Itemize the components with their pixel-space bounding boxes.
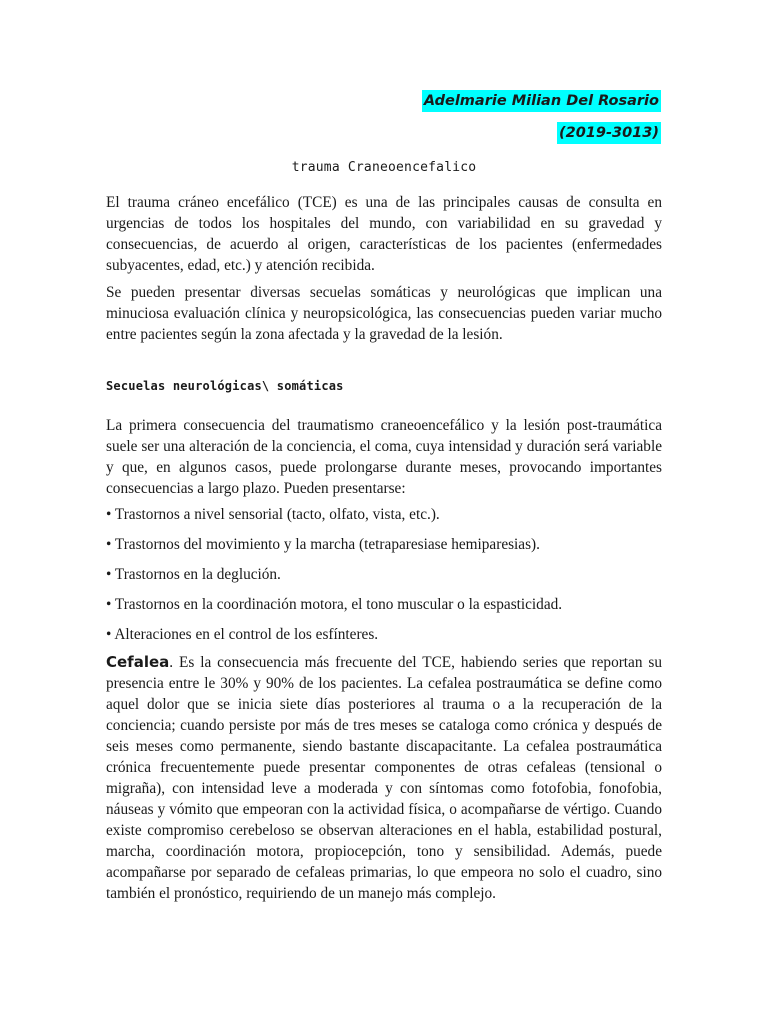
author-block (422, 90, 661, 144)
list-item: • Alteraciones en el control de los esfínteres. (106, 626, 379, 643)
list-item: • Trastornos en la coordinación motora, el tono muscular o la espasticidad. (106, 596, 563, 613)
list-item: • Trastornos en la deglución. (106, 566, 281, 583)
author-id: (2019-3013) (557, 122, 661, 144)
author-name: Adelmarie Milian Del Rosario (422, 90, 661, 112)
cefalea-text: . Es la consecuencia más frecuente del TCE, habiendo series que reportan su presencia entre le 30% y 90% de los pacientes. La cefalea postraumática se define como aquel dolor que se inicia siete días posteriores al trauma o a la recuperación de la conciencia; cuando persiste por más de tres meses se cataloga como crónica y después de seis meses como permanente, siendo bastante discapacitante. La cefalea postraumática crónica frecuentemente puede presentar componentes de otras cefaleas (tensional o migraña), con intensidad leve a moderada y con síntomas como fotofobia, fonofobia, náuseas y vómito que empeoran con la actividad física, o acompañarse de vértigo. Cuando existe compromiso cerebeloso se observan alteraciones en el habla, estabilidad postural, marcha, coordinación motora, propiocepción, tono y sensibilidad. Además, puede acompañarse por separado de cefaleas primarias, lo que empeora no solo el cuadro, sino también el pronóstico, requiriendo de un manejo más complejo. (106, 654, 662, 902)
list-item: • Trastornos del movimiento y la marcha (tetraparesiase hemiparesias). (106, 536, 540, 553)
section-paragraph: La primera consecuencia del traumatismo craneoencefálico y la lesión post-traumática suele ser una alteración de la conciencia, el coma, cuya intensidad y duración será variable y que, en algunos casos, puede prolongarse durante meses, provocando importantes consecuencias a largo plazo. Pueden presentarse: (106, 417, 662, 497)
cefalea-paragraph (106, 652, 662, 904)
cefalea-label: Cefalea (106, 653, 170, 671)
intro-paragraph-2: Se pueden presentar diversas secuelas somáticas y neurológicas que implican una minuciosa evaluación clínica y neuropsicológica, las consecuencias pueden variar mucho entre pacientes según la zona afectada y la gravedad de la lesión. (106, 284, 662, 343)
list-item: • Trastornos a nivel sensorial (tacto, olfato, vista, etc.). (106, 506, 440, 523)
sequelae-list (106, 504, 662, 654)
document-title: trauma Craneoencefalico (291, 160, 477, 175)
intro-paragraph-1: El trauma cráneo encefálico (TCE) es una de las principales causas de consulta en urgencias de todos los hospitales del mundo, con variabilidad en su gravedad y consecuencias, de acuerdo al origen, características de los pacientes (enfermedades subyacentes, edad, etc.) y atención recibida. (106, 194, 662, 274)
section-heading: Secuelas neurológicas\ somáticas (106, 379, 344, 393)
